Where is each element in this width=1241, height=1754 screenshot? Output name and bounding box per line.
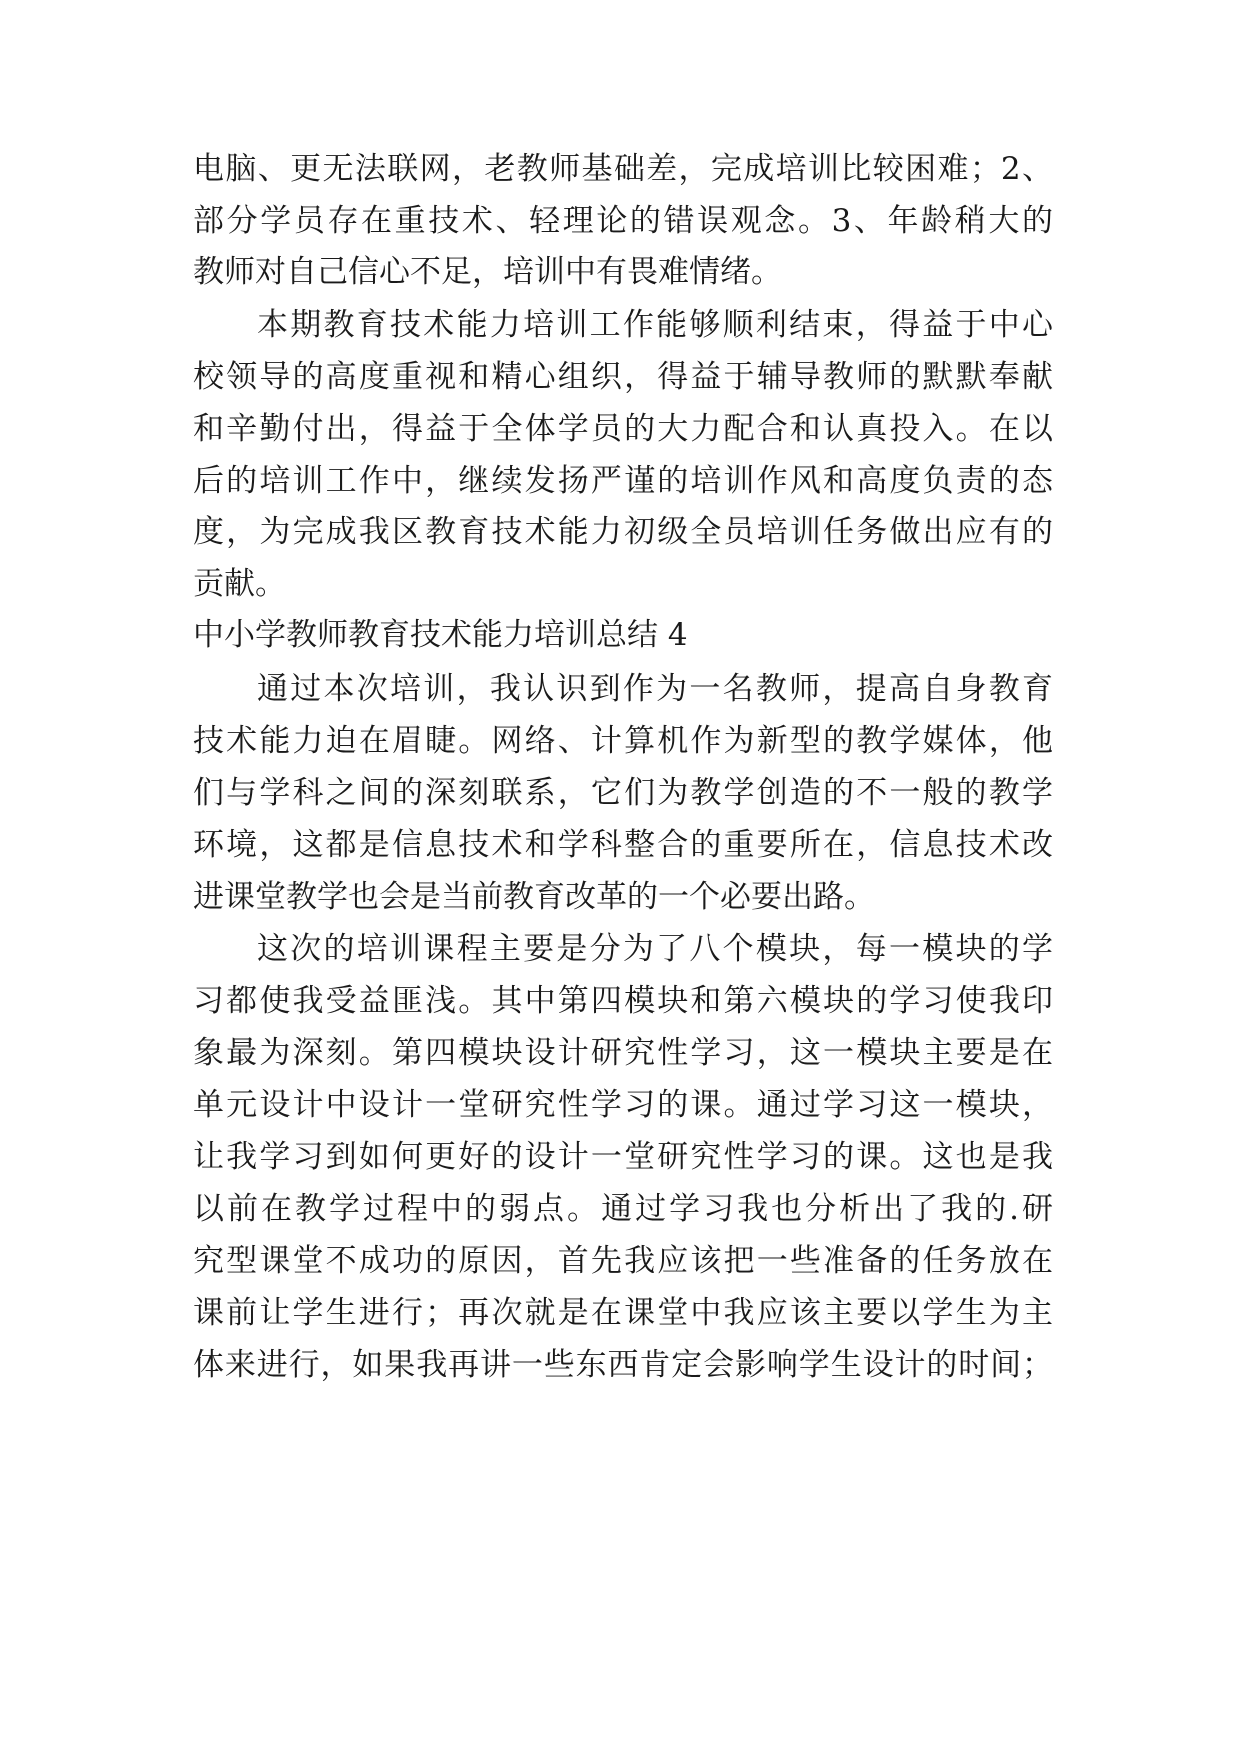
paragraph-1-line-2: 部分学员存在重技术、轻理论的错误观念。3、年龄稍大的 xyxy=(193,203,1053,239)
paragraph-4-line-4: 单元设计中设计一堂研究性学习的课。通过学习这一模块， xyxy=(193,1087,1053,1123)
paragraph-1-line-1: 电脑、更无法联网，老教师基础差，完成培训比较困难；2、 xyxy=(193,151,1053,187)
paragraph-3-line-4: 环境，这都是信息技术和学科整合的重要所在，信息技术改 xyxy=(193,827,1053,863)
paragraph-4-line-7: 究型课堂不成功的原因，首先我应该把一些准备的任务放在 xyxy=(193,1243,1053,1279)
paragraph-3-line-2: 技术能力迫在眉睫。网络、计算机作为新型的教学媒体，他 xyxy=(193,723,1053,759)
paragraph-2-line-3: 和辛勤付出，得益于全体学员的大力配合和认真投入。在以 xyxy=(193,411,1053,447)
paragraph-4-line-2: 习都使我受益匪浅。其中第四模块和第六模块的学习使我印 xyxy=(193,983,1053,1019)
paragraph-2-line-1: 本期教育技术能力培训工作能够顺利结束，得益于中心 xyxy=(257,307,1053,343)
paragraph-4-line-6: 以前在教学过程中的弱点。通过学习我也分析出了我的.研 xyxy=(193,1191,1053,1227)
section-heading: 中小学教师教育技术能力培训总结 4 xyxy=(193,617,688,653)
paragraph-2-line-6: 贡献。 xyxy=(193,566,286,602)
paragraph-3-line-3: 们与学科之间的深刻联系，它们为教学创造的不一般的教学 xyxy=(193,775,1053,811)
paragraph-2-line-5: 度，为完成我区教育技术能力初级全员培训任务做出应有的 xyxy=(193,514,1053,550)
paragraph-4-line-3: 象最为深刻。第四模块设计研究性学习，这一模块主要是在 xyxy=(193,1035,1053,1071)
paragraph-3-line-5: 进课堂教学也会是当前教育改革的一个必要出路。 xyxy=(193,879,875,915)
paragraph-4-line-5: 让我学习到如何更好的设计一堂研究性学习的课。这也是我 xyxy=(193,1139,1053,1175)
paragraph-3-line-1: 通过本次培训，我认识到作为一名教师，提高自身教育 xyxy=(257,671,1053,707)
paragraph-4-line-9: 体来进行，如果我再讲一些东西肯定会影响学生设计的时间； xyxy=(193,1347,1053,1383)
paragraph-1-line-3: 教师对自己信心不足，培训中有畏难情绪。 xyxy=(193,254,782,290)
paragraph-4-line-1: 这次的培训课程主要是分为了八个模块，每一模块的学 xyxy=(257,931,1053,967)
paragraph-4-line-8: 课前让学生进行；再次就是在课堂中我应该主要以学生为主 xyxy=(193,1295,1053,1331)
paragraph-2-line-2: 校领导的高度重视和精心组织，得益于辅导教师的默默奉献 xyxy=(193,359,1053,395)
paragraph-2-line-4: 后的培训工作中，继续发扬严谨的培训作风和高度负责的态 xyxy=(193,463,1053,499)
